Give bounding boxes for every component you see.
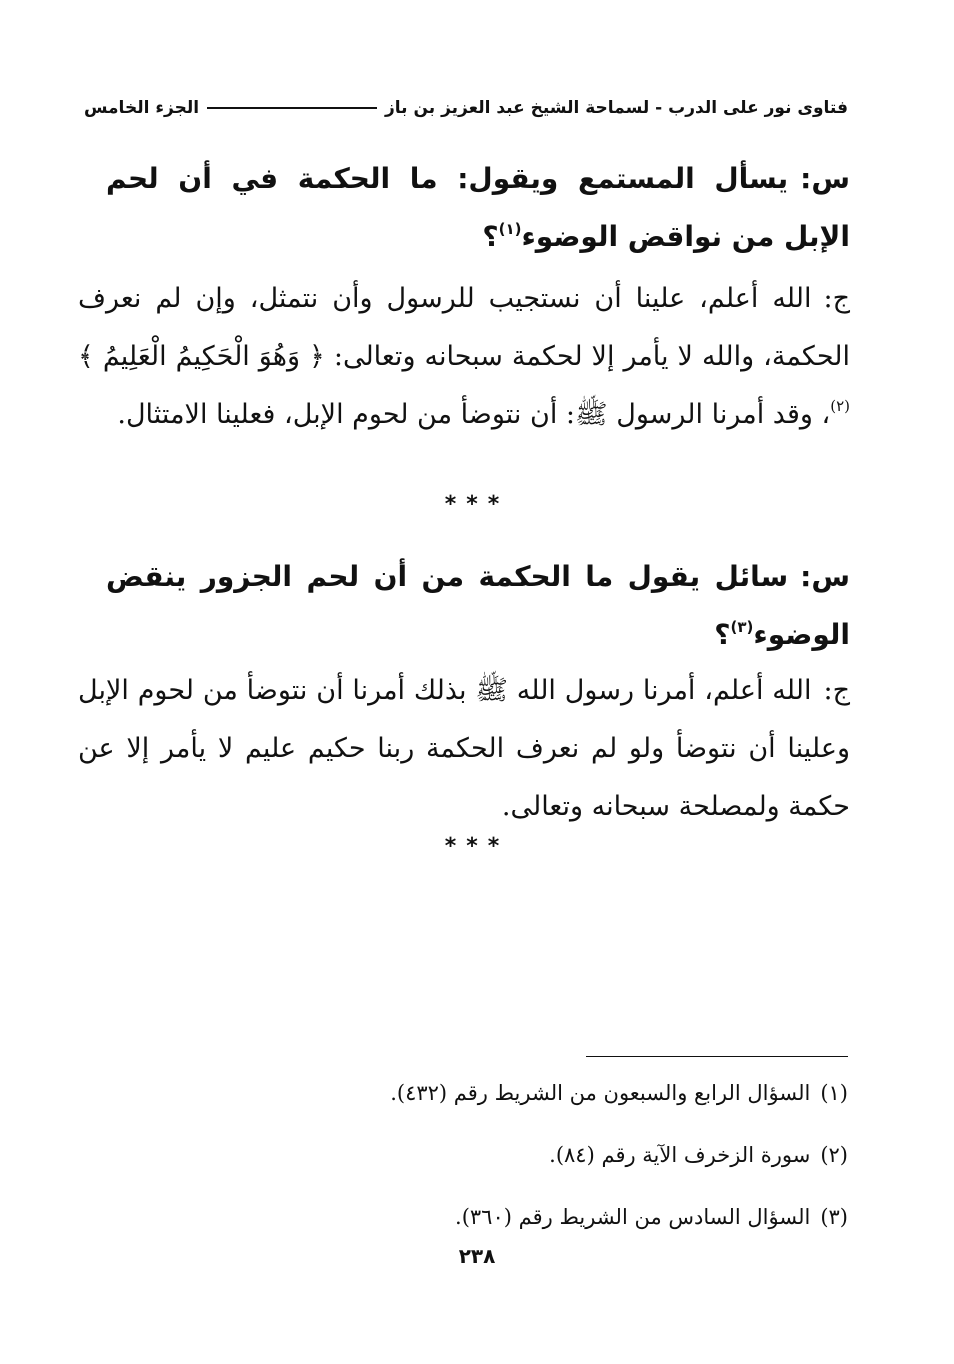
answer-label: ج: bbox=[823, 283, 850, 314]
footnote-ref: (٣) bbox=[730, 618, 754, 636]
footnote-divider bbox=[586, 1056, 848, 1057]
question-label: س: bbox=[800, 162, 850, 195]
question-label: س: bbox=[800, 560, 850, 593]
footnote-text: سورة الزخرف الآية رقم (٨٤). bbox=[549, 1143, 811, 1167]
answer-label: ج: bbox=[823, 675, 850, 706]
section-separator: *** bbox=[444, 834, 510, 859]
question-text: سائل يقول ما الحكمة من أن لحم الجزور ينقض الوضوء bbox=[106, 560, 850, 651]
footnote-number: (٣) bbox=[820, 1205, 848, 1229]
footnote-number: (١) bbox=[820, 1081, 848, 1105]
answer-2 bbox=[78, 662, 850, 836]
footnote-item bbox=[200, 1186, 848, 1248]
question-2 bbox=[106, 548, 850, 664]
footnote-ref: (١) bbox=[498, 220, 522, 238]
answer-text-continued: ، وقد أمرنا الرسول ﷺ: أن نتوضأ من لحوم الإبل، فعلينا الامتثال. bbox=[117, 399, 831, 430]
footnote-ref: (٢) bbox=[830, 397, 850, 415]
page-number: ٢٣٨ bbox=[458, 1244, 496, 1268]
header-rule bbox=[207, 107, 377, 109]
question-mark: ؟ bbox=[714, 618, 731, 651]
question-1 bbox=[106, 150, 850, 266]
section-separator: *** bbox=[444, 492, 510, 517]
volume-label: الجزء الخامس bbox=[84, 98, 200, 118]
footnote-text: السؤال الرابع والسبعون من الشريط رقم (٤٣٢). bbox=[390, 1081, 811, 1105]
footnote-item bbox=[200, 1062, 848, 1124]
footnotes bbox=[200, 1062, 848, 1248]
answer-text: الله أعلم، أمرنا رسول الله ﷺ بذلك أمرنا أن نتوضأ من لحوم الإبل وعلينا أن نتوضأ ولو لم نعرف الحكمة ربنا حكيم عليم لا يأمر إلا عن حكمة ولمصلحة سبحانه وتعالى. bbox=[78, 675, 850, 822]
book-title: فتاوى نور على الدرب - لسماحة الشيخ عبد العزيز بن باز bbox=[385, 98, 848, 118]
question-mark: ؟ bbox=[482, 220, 499, 253]
footnote-item bbox=[200, 1124, 848, 1186]
question-text: يسأل المستمع ويقول: ما الحكمة في أن لحم الإبل من نواقض الوضوء bbox=[106, 162, 850, 253]
footnote-number: (٢) bbox=[820, 1143, 848, 1167]
answer-text: الله أعلم، علينا أن نستجيب للرسول وأن نتمثل، وإن لم نعرف الحكمة، والله لا يأمر إلا لحكمة سبحانه وتعالى: ﴿ وَهُوَ الْحَكِيمُ الْعَلِيمُ ﴾ bbox=[78, 283, 850, 372]
footnote-text: السؤال السادس من الشريط رقم (٣٦٠). bbox=[455, 1205, 811, 1229]
answer-1 bbox=[78, 270, 850, 444]
running-header bbox=[84, 92, 848, 124]
